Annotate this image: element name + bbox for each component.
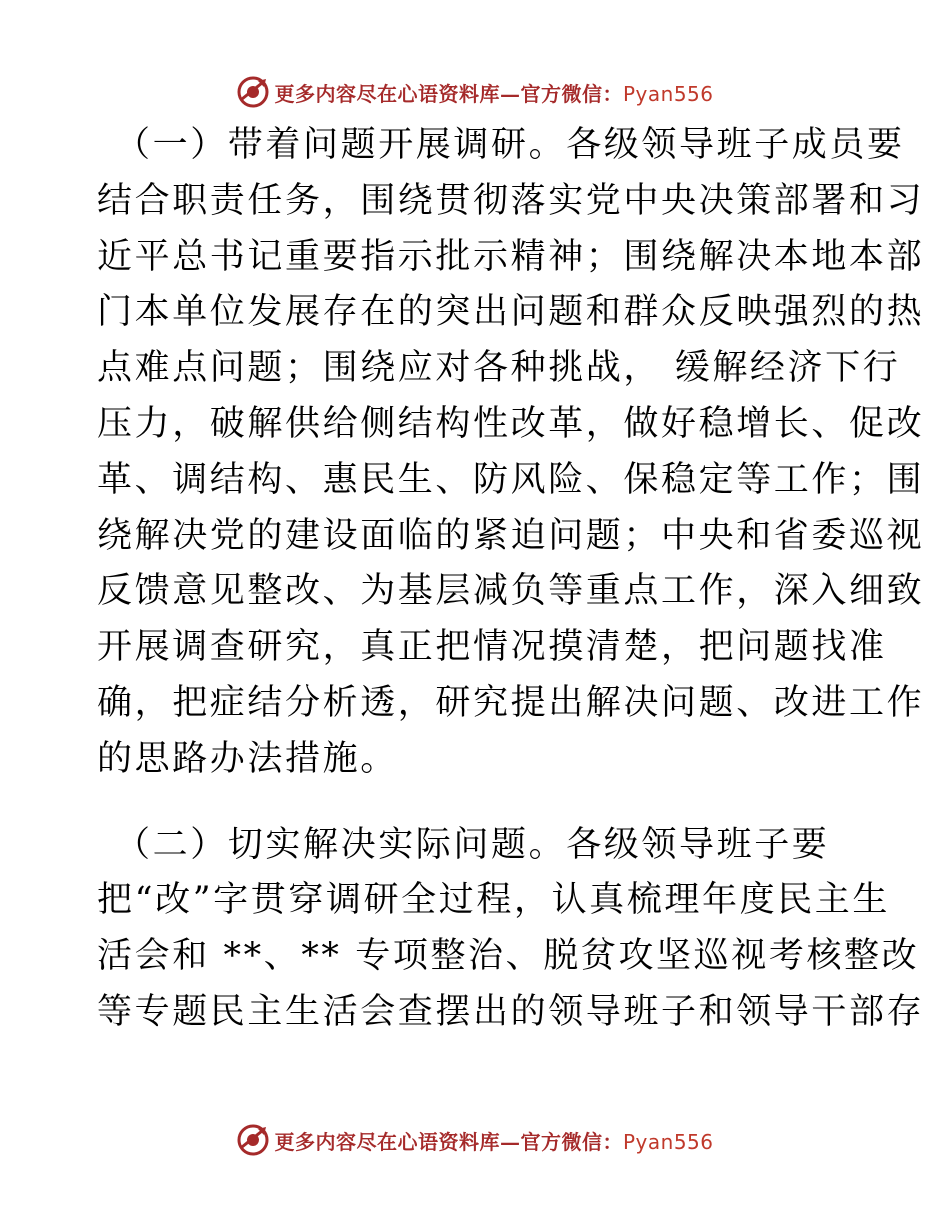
paragraph-2-line: 等专题民主生活会查摆出的领导班子和领导干部存 (97, 991, 925, 1032)
watermark-logo-icon (236, 75, 270, 109)
paragraph-2-line: （二）切实解决实际问题。各级领导班子要 (115, 824, 830, 865)
paragraph-1-line: 近平总书记重要指示批示精神；围绕解决本地本部 (97, 236, 925, 277)
document-body (97, 118, 925, 1041)
paragraph-1-line: 点难点问题；围绕应对各种挑战， 缓解经济下行 (97, 348, 901, 389)
paragraph-1-line: 革、调结构、惠民生、防风险、保稳定等工作；围 (97, 459, 925, 500)
paragraph-2-line: 活会和 **、** 专项整治、脱贫攻坚巡视考核整改 (97, 936, 920, 977)
paragraph-1-line: （一）带着问题开展调研。各级领导班子成员要 (115, 125, 905, 165)
paragraph-2-line: 把“改”字贯穿调研全过程，认真梳理年度民主生 (97, 880, 890, 921)
paragraph-1-line: 结合职责任务，围绕贯彻落实党中央决策部署和习 (97, 180, 925, 221)
watermark-logo-icon (236, 1123, 270, 1157)
header-watermark (0, 72, 950, 112)
watermark-label: 更多内容尽在心语资料库—官方微信：Pyan556 (274, 1129, 714, 1154)
paragraph-1-line: 的思路办法措施。 (97, 738, 398, 779)
paragraph-spacer (97, 788, 867, 818)
watermark-id: Pyan556 (622, 81, 714, 106)
paragraph-1-line: 绕解决党的建设面临的紧迫问题；中央和省委巡视 (97, 515, 925, 556)
paragraph-1-line: 门本单位发展存在的突出问题和群众反映强烈的热 (97, 292, 925, 333)
paragraph-1-line: 反馈意见整改、为基层减负等重点工作，深入细致 (97, 571, 925, 612)
paragraph-1-line: 开展调查研究，真正把情况摸清楚，把问题找准 (97, 627, 887, 668)
paragraph-1-line: 确，把症结分析透，研究提出解决问题、改进工作 (97, 682, 925, 723)
watermark-id: Pyan556 (622, 1129, 714, 1154)
footer-watermark (0, 1120, 950, 1160)
paragraph-1-line: 压力，破解供给侧结构性改革，做好稳增长、促改 (97, 403, 925, 444)
watermark-label: 更多内容尽在心语资料库—官方微信：Pyan556 (274, 81, 714, 106)
